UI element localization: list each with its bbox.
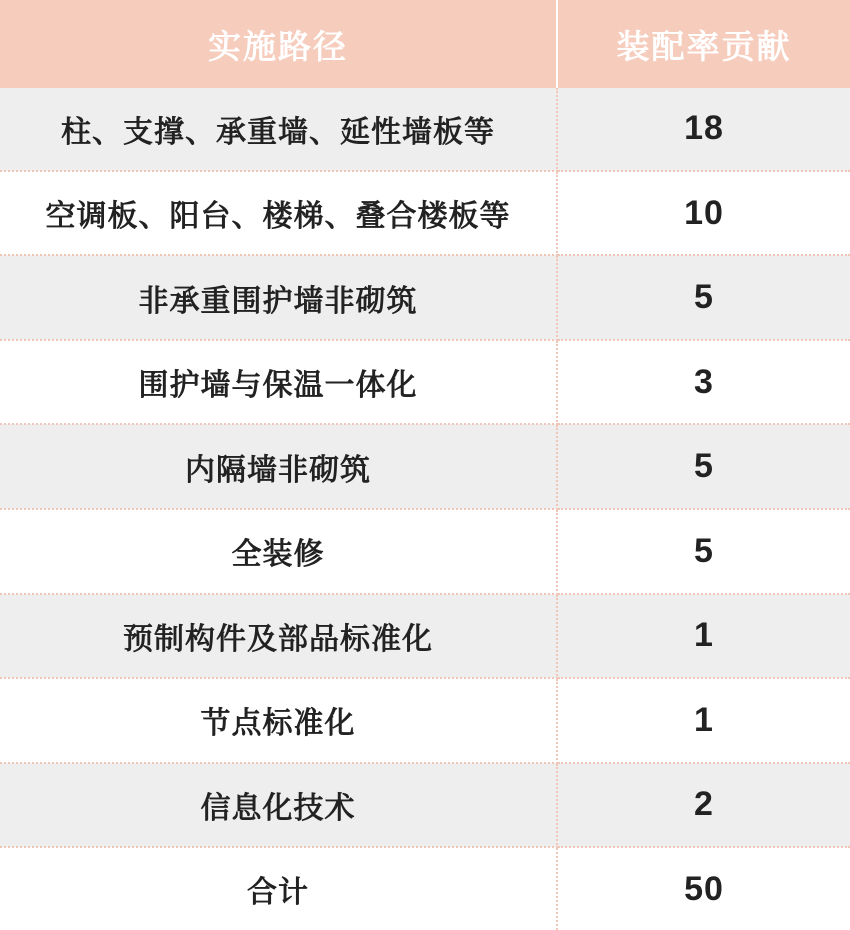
- cell-assembly-rate-contribution: 18: [557, 88, 850, 171]
- table-row: [0, 171, 850, 256]
- cell-implementation-path-total: 合计: [0, 847, 557, 930]
- cell-assembly-rate-contribution: 5: [557, 509, 850, 594]
- cell-assembly-rate-contribution: 3: [557, 340, 850, 425]
- cell-assembly-rate-contribution: 10: [557, 171, 850, 256]
- cell-implementation-path: 预制构件及部品标准化: [0, 594, 557, 679]
- cell-implementation-path: 全装修: [0, 509, 557, 594]
- table-row: [0, 763, 850, 848]
- table-header-row: [0, 0, 850, 88]
- cell-implementation-path: 内隔墙非砌筑: [0, 424, 557, 509]
- table-row-total: [0, 847, 850, 930]
- cell-implementation-path: 空调板、阳台、楼梯、叠合楼板等: [0, 171, 557, 256]
- table-row: [0, 255, 850, 340]
- cell-implementation-path: 节点标准化: [0, 678, 557, 763]
- table-row: [0, 424, 850, 509]
- cell-implementation-path: 柱、支撑、承重墙、延性墙板等: [0, 88, 557, 171]
- table-row: [0, 88, 850, 171]
- cell-assembly-rate-contribution: 5: [557, 255, 850, 340]
- table-row: [0, 340, 850, 425]
- table-row: [0, 509, 850, 594]
- cell-assembly-rate-contribution-total: 50: [557, 847, 850, 930]
- column-header-implementation-path: 实施路径: [0, 0, 557, 88]
- cell-implementation-path: 非承重围护墙非砌筑: [0, 255, 557, 340]
- cell-assembly-rate-contribution: 1: [557, 594, 850, 679]
- table-header: [0, 0, 850, 88]
- cell-implementation-path: 围护墙与保温一体化: [0, 340, 557, 425]
- cell-implementation-path: 信息化技术: [0, 763, 557, 848]
- cell-assembly-rate-contribution: 2: [557, 763, 850, 848]
- cell-assembly-rate-contribution: 5: [557, 424, 850, 509]
- table-row: [0, 594, 850, 679]
- cell-assembly-rate-contribution: 1: [557, 678, 850, 763]
- table-body: [0, 88, 850, 930]
- table-row: [0, 678, 850, 763]
- column-header-assembly-rate-contribution: 装配率贡献: [557, 0, 850, 88]
